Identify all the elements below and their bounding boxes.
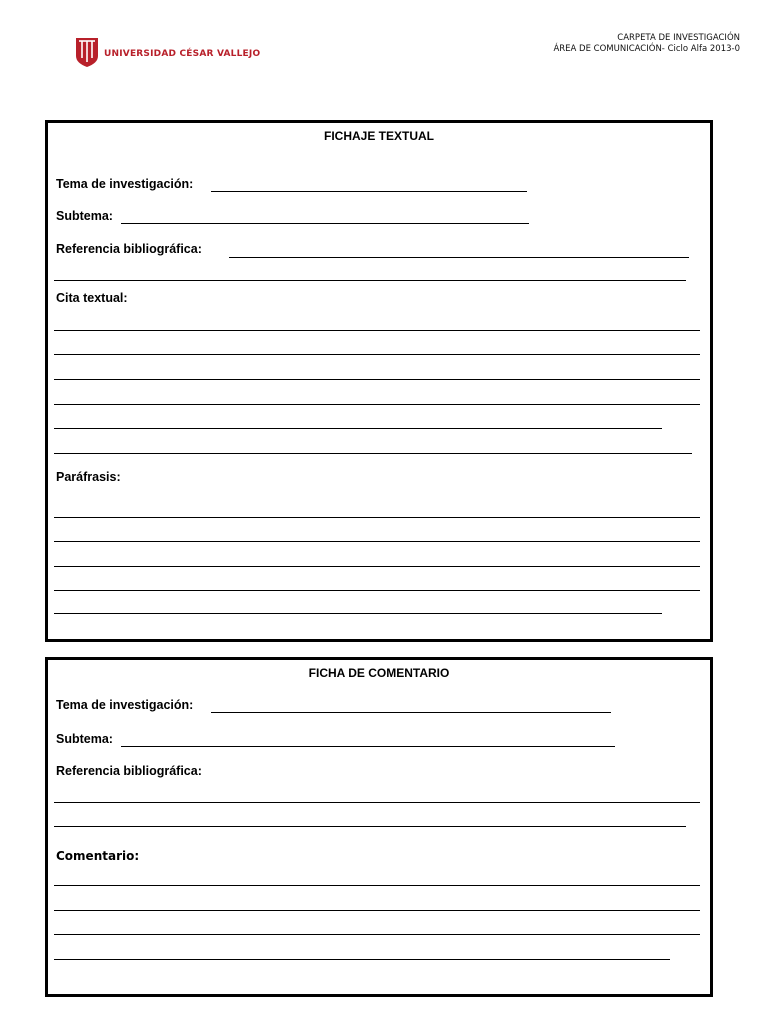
university-logo <box>74 36 260 68</box>
referencia-line-2[interactable] <box>54 826 686 827</box>
ficha-comentario-title: FICHA DE COMENTARIO <box>308 666 450 680</box>
ucv-shield-icon <box>74 36 100 68</box>
cita-line[interactable] <box>54 379 700 380</box>
comentario-label: Comentario: <box>56 849 140 863</box>
parafrasis-line[interactable] <box>54 566 700 567</box>
cita-line[interactable] <box>54 428 662 429</box>
tema-line[interactable] <box>211 712 611 713</box>
cita-line[interactable] <box>54 404 700 405</box>
referencia-line[interactable] <box>54 802 700 803</box>
referencia-line-2[interactable] <box>54 280 686 281</box>
subtema-label: Subtema: <box>56 209 113 223</box>
header-line-1: CARPETA DE INVESTIGACIÓN <box>617 33 740 43</box>
tema-line[interactable] <box>211 191 527 192</box>
cita-line[interactable] <box>54 453 692 454</box>
fichaje-textual-card <box>45 120 713 642</box>
tema-label: Tema de investigación: <box>56 177 194 191</box>
comentario-line[interactable] <box>54 959 670 960</box>
subtema-line[interactable] <box>121 746 615 747</box>
cita-line[interactable] <box>54 330 700 331</box>
fichaje-textual-title: FICHAJE TEXTUAL <box>323 129 434 143</box>
header-line-2: ÁREA DE COMUNICACIÓN- Ciclo Alfa 2013-0 <box>553 44 740 54</box>
logo-text: UNIVERSIDAD CÉSAR VALLEJO <box>104 48 261 59</box>
parafrasis-line[interactable] <box>54 541 700 542</box>
comentario-line[interactable] <box>54 910 700 911</box>
parafrasis-line[interactable] <box>54 590 700 591</box>
document-header <box>553 33 740 55</box>
subtema-label: Subtema: <box>56 732 113 746</box>
subtema-line[interactable] <box>121 223 529 224</box>
cita-label: Cita textual: <box>56 291 128 305</box>
parafrasis-label: Paráfrasis: <box>56 470 121 484</box>
referencia-label: Referencia bibliográfica: <box>56 242 202 256</box>
comentario-line[interactable] <box>54 934 700 935</box>
comentario-line[interactable] <box>54 885 700 886</box>
parafrasis-line[interactable] <box>54 613 662 614</box>
parafrasis-line[interactable] <box>54 517 700 518</box>
tema-label: Tema de investigación: <box>56 698 194 712</box>
referencia-line[interactable] <box>229 257 689 258</box>
ficha-comentario-card <box>45 657 713 997</box>
referencia-label: Referencia bibliográfica: <box>56 764 202 778</box>
cita-line[interactable] <box>54 354 700 355</box>
